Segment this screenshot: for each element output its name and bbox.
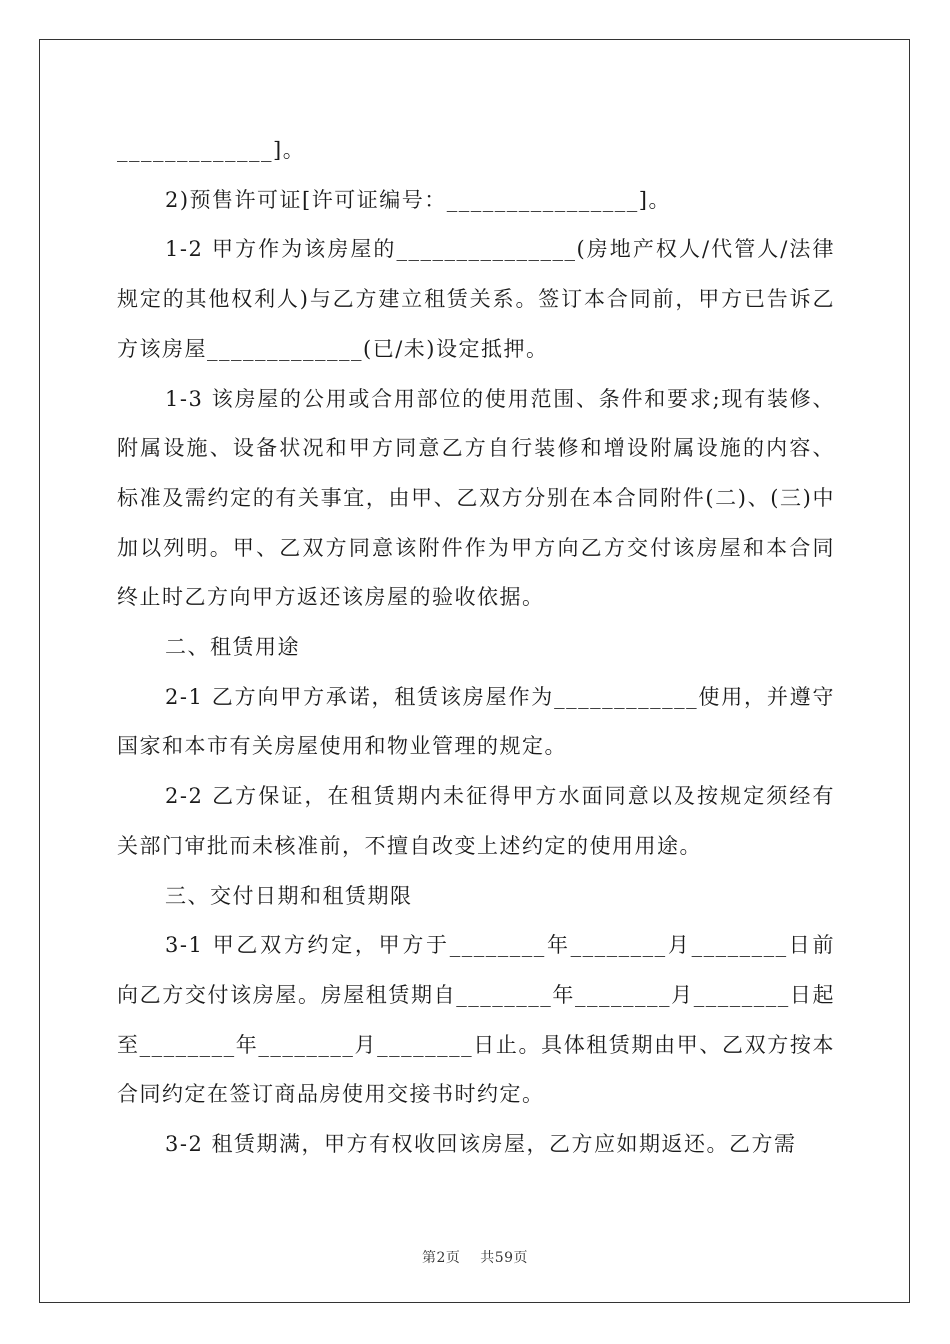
total-pages: 共59页 <box>480 1250 529 1266</box>
paragraph-3-1: 3-1 甲乙双方约定，甲方于________年________月________日前向乙方交付该房屋。房屋租赁期自________年________月________日起至________年________月________日止。具体租赁期由甲、乙双方按本合同约定在签订商品房使用交接书时约定。 <box>117 933 835 1107</box>
section-heading-3: 三、交付日期和租赁期限 <box>165 883 413 908</box>
paragraph-3-2: 3-2 租赁期满，甲方有权收回该房屋，乙方应如期返还。乙方需 <box>165 1132 797 1157</box>
paragraph-2-1: 2-1 乙方向甲方承诺，租赁该房屋作为____________使用，并遵守国家和本市有关房屋使用和物业管理的规定。 <box>117 684 835 759</box>
paragraph-1-3: 1-3 该房屋的公用或合用部位的使用范围、条件和要求;现有装修、附属设施、设备状况和甲方同意乙方自行装修和增设附属设施的内容、标准及需约定的有关事宜，由甲、乙双方分别在本合同附件(二)、(三)中加以列明。甲、乙双方同意该附件作为甲方向乙方交付该房屋和本合同终止时乙方向甲方返还该房屋的验收依据。 <box>117 386 835 610</box>
paragraph-presale-permit: 2)预售许可证[许可证编号：________________]。 <box>165 187 671 212</box>
section-heading-2: 二、租赁用途 <box>165 635 300 660</box>
page-footer <box>0 1247 950 1267</box>
paragraph-1: _____________]。 <box>117 138 306 162</box>
paragraph-1-2: 1-2 甲方作为该房屋的_______________(房地产权人/代管人/法律规定的其他权利人)与乙方建立租赁关系。签订本合同前，甲方已告诉乙方该房屋_____________(已/未)设定抵押。 <box>117 237 835 361</box>
page-number: 第2页 <box>421 1250 461 1266</box>
paragraph-2-2: 2-2 乙方保证，在租赁期内未征得甲方水面同意以及按规定须经有关部门审批而未核准前，不擅自改变上述约定的使用用途。 <box>117 784 835 858</box>
document-body <box>117 126 835 1170</box>
